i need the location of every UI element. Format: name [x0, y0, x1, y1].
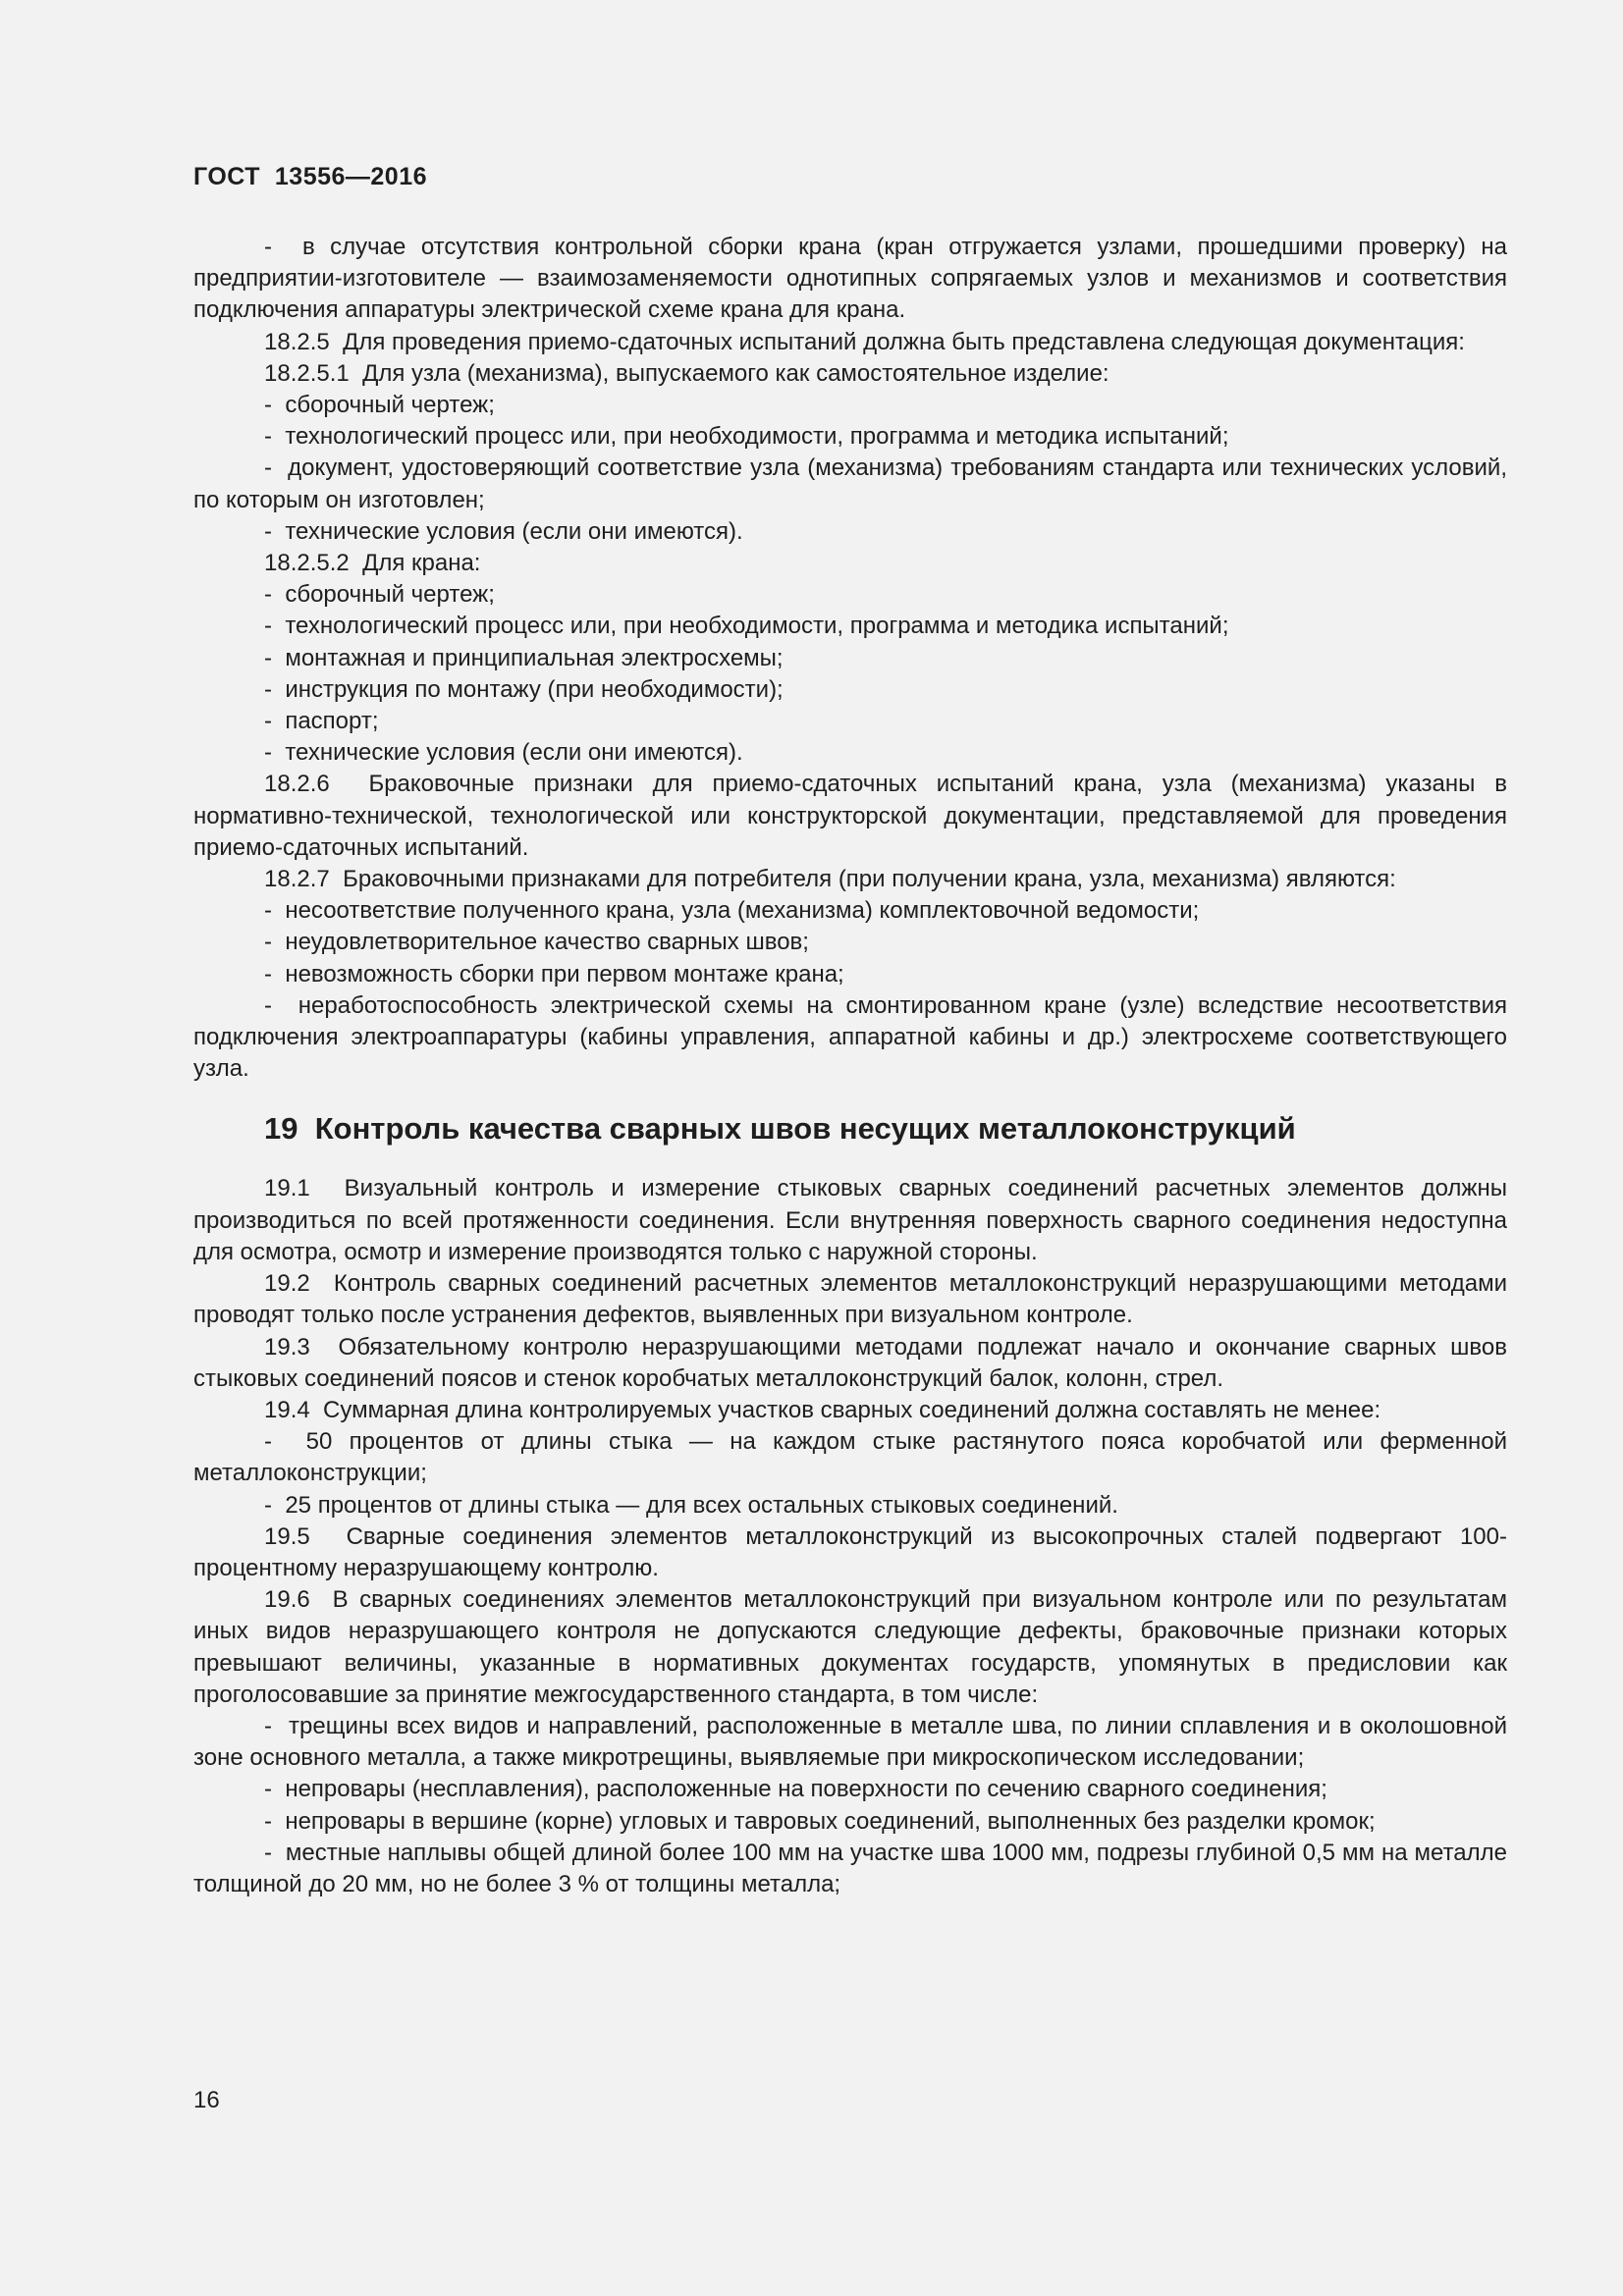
list-item: - непровары в вершине (корне) угловых и тавровых соединений, выполненных без разделки кромок; — [264, 1807, 1376, 1835]
document-body — [193, 232, 1514, 1900]
list-item: - сборочный чертеж; — [264, 392, 495, 419]
list-item: - технологический процесс или, при необходимости, программа и методика испытаний; — [264, 423, 1229, 451]
paragraph: 19.5 Сварные соединения элементов металлоконструкций из высокопрочных сталей подвергают 100-процентному неразрушающему контролю. — [193, 1522, 1507, 1581]
document-header: ГОСТ 13556—2016 — [193, 163, 428, 190]
section-heading: 19 Контроль качества сварных швов несущих металлоконструкций — [264, 1111, 1296, 1147]
paragraph: 18.2.6 Браковочные признаки для приемо-сдаточных испытаний крана, узла (механизма) указаны в нормативно-технической, технологической или конструкторской документации, представляемой для проведения приемо-сдаточных испытаний. — [193, 771, 1514, 861]
paragraph: - в случае отсутствия контрольной сборки крана (кран отгружается узлами, прошедшими проверку) на предприятии-изготовителе — взаимозаменяемости однотипных сопрягаемых узлов и механизмов и соответствия подключения аппаратуры электрической схеме крана для крана. — [193, 234, 1514, 324]
list-item: - технологический процесс или, при необходимости, программа и методика испытаний; — [264, 613, 1229, 640]
list-item: - несоответствие полученного крана, узла (механизма) комплектовочной ведомости; — [264, 897, 1200, 925]
list-item: - паспорт; — [264, 708, 379, 735]
paragraph: 19.4 Суммарная длина контролируемых участков сварных соединений должна составлять не менее: — [264, 1396, 1381, 1423]
list-item: - местные наплывы общей длиной более 100 мм на участке шва 1000 мм, подрезы глубиной 0,5 мм на металле толщиной до 20 мм, но не более 3 % от толщины металла; — [193, 1839, 1514, 1897]
list-item: - технические условия (если они имеются). — [264, 517, 743, 545]
list-item: - инструкция по монтажу (при необходимости); — [264, 675, 784, 703]
paragraph: 19.1 Визуальный контроль и измерение стыковых сварных соединений расчетных элементов должны производиться по всей протяженности соединения. Если внутренняя поверхность сварного соединения недоступна для осмотра, осмотр и измерение производятся только с наружной стороны. — [193, 1175, 1514, 1265]
list-item: - технические условия (если они имеются). — [264, 739, 743, 767]
list-item: - неработоспособность электрической схемы на смонтированном кране (узле) вследствие несоответствия подключения электроаппаратуры (кабины управления, аппаратной кабины и др.) электросхеме соответствующего узла. — [193, 991, 1514, 1083]
paragraph: 18.2.7 Браковочными признаками для потребителя (при получении крана, узла, механизма) являются: — [264, 866, 1396, 893]
list-item: - непровары (несплавления), расположенные на поверхности по сечению сварного соединения; — [264, 1776, 1327, 1803]
list-item: - 50 процентов от длины стыка — на каждом стыке растянутого пояса коробчатой или ферменной металлоконструкции; — [193, 1428, 1514, 1487]
list-item: - невозможность сборки при первом монтаже крана; — [264, 960, 844, 988]
list-item: - неудовлетворительное качество сварных швов; — [264, 929, 809, 956]
page-number: 16 — [193, 2087, 220, 2113]
list-item: - документ, удостоверяющий соответствие узла (механизма) требованиям стандарта или технических условий, по которым он изготовлен; — [193, 454, 1514, 513]
paragraph: 19.3 Обязательному контролю неразрушающими методами подлежат начало и окончание сварных швов стыковых соединений поясов и стенок коробчатых металлоконструкций балок, колонн, стрел. — [193, 1333, 1514, 1392]
list-item: - монтажная и принципиальная электросхемы; — [264, 644, 784, 671]
paragraph: 19.6 В сварных соединениях элементов металлоконструкций при визуальном контроле или по результатам иных видов неразрушающего контроля не допускаются следующие дефекты, браковочные признаки которых превышают величины, указанные в нормативных документах государств, упомянутых в предисловии как проголосовавшие за принятие межгосударственного стандарта, в том числе: — [193, 1586, 1514, 1708]
paragraph: 19.2 Контроль сварных соединений расчетных элементов металлоконструкций неразрушающими методами проводят только после устранения дефектов, выявленных при визуальном контроле. — [193, 1270, 1514, 1329]
paragraph: 18.2.5 Для проведения приемо-сдаточных испытаний должна быть представлена следующая документация: — [264, 328, 1465, 355]
list-item: - 25 процентов от длины стыка — для всех остальных стыковых соединений. — [264, 1491, 1118, 1519]
paragraph: 18.2.5.2 Для крана: — [264, 550, 481, 577]
list-item: - сборочный чертеж; — [264, 581, 495, 609]
list-item: - трещины всех видов и направлений, расположенные в металле шва, по линии сплавления и в околошовной зоне основного металла, а также микротрещины, выявляемые при микроскопическом исследовании; — [193, 1712, 1514, 1772]
paragraph: 18.2.5.1 Для узла (механизма), выпускаемого как самостоятельное изделие: — [264, 359, 1109, 387]
